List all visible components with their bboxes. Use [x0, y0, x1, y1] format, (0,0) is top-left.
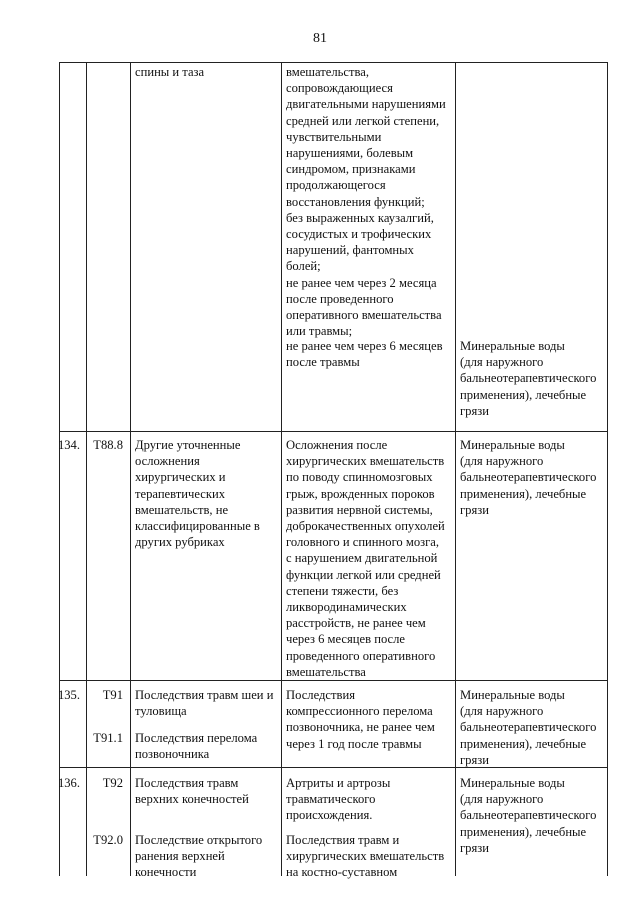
grid-line — [455, 62, 456, 876]
indications-cell: Последствия компрессионного перелома позвоночника, не ранее чем через 1 год после травмы — [286, 688, 435, 751]
grid-line — [59, 62, 60, 876]
factors-cell: Минеральные воды (для наружного бальнеотерапевтического применения), лечебные грязи — [460, 339, 597, 418]
icd-code: T92 — [102, 776, 123, 790]
indications-cell: Осложнения после хирургических вмешательств по поводу спинномозговых грыж, врожденных пороков развития нервной системы, доброкачественных опухолей головного и спинного мозга, с нарушением двигательной функции легкой или средней степени тяжести, без ликвородинамических расстройств, не ранее чем через 6 месяцев после проведенного оперативного вмешательства — [286, 438, 445, 679]
page-number: 81 — [313, 31, 327, 46]
sub-disease-cell: Последствия перелома позвоночника — [135, 731, 258, 762]
indications-cell: Последствия травм и хирургических вмешательств на костно-суставном — [286, 833, 445, 880]
row-number: 134. — [57, 438, 80, 452]
factors-cell: Минеральные воды (для наружного бальнеотерапевтического применения), лечебные грязи — [460, 776, 597, 855]
icd-subcode: T91.1 — [93, 731, 123, 745]
indications-cell: Артриты и артрозы травматического происхождения. — [286, 776, 391, 823]
icd-code: T88.8 — [93, 438, 123, 452]
row-number: 136. — [57, 776, 80, 790]
indications-cell: не ранее чем через 6 месяцев после травмы — [286, 339, 443, 370]
grid-line — [86, 62, 87, 876]
grid-line — [607, 62, 608, 876]
grid-line — [59, 431, 608, 432]
grid-line — [281, 62, 282, 876]
icd-subcode: T92.0 — [93, 833, 123, 847]
disease-cell: Последствия травм шеи и туловища — [135, 688, 274, 719]
disease-cell: спины и таза — [135, 65, 205, 79]
icd-code: T91 — [102, 688, 123, 702]
sub-disease-cell: Последствие открытого ранения верхней конечности — [135, 833, 263, 880]
row-number: 135. — [57, 688, 80, 702]
grid-line — [59, 680, 608, 681]
indications-cell: вмешательства, сопровождающиеся двигательными нарушениями средней или легкой степени, чувствительными нарушениями, болевым синдромом, признаками продолжающегося восстановления функций; без выраженных каузалгий, сосудистых и трофических нарушений, фантомных болей; не ранее чем через 2 месяца после проведенного оперативного вмешательства или травмы; — [286, 65, 446, 339]
factors-cell: Минеральные воды (для наружного бальнеотерапевтического применения), лечебные грязи — [460, 688, 597, 767]
disease-cell: Другие уточненные осложнения хирургических и терапевтических вмешательств, не классифицированные в других рубриках — [135, 438, 260, 550]
grid-line — [59, 62, 608, 63]
disease-cell: Последствия травм верхних конечностей — [135, 776, 249, 807]
factors-cell: Минеральные воды (для наружного бальнеотерапевтического применения), лечебные грязи — [460, 438, 597, 517]
grid-line — [130, 62, 131, 876]
